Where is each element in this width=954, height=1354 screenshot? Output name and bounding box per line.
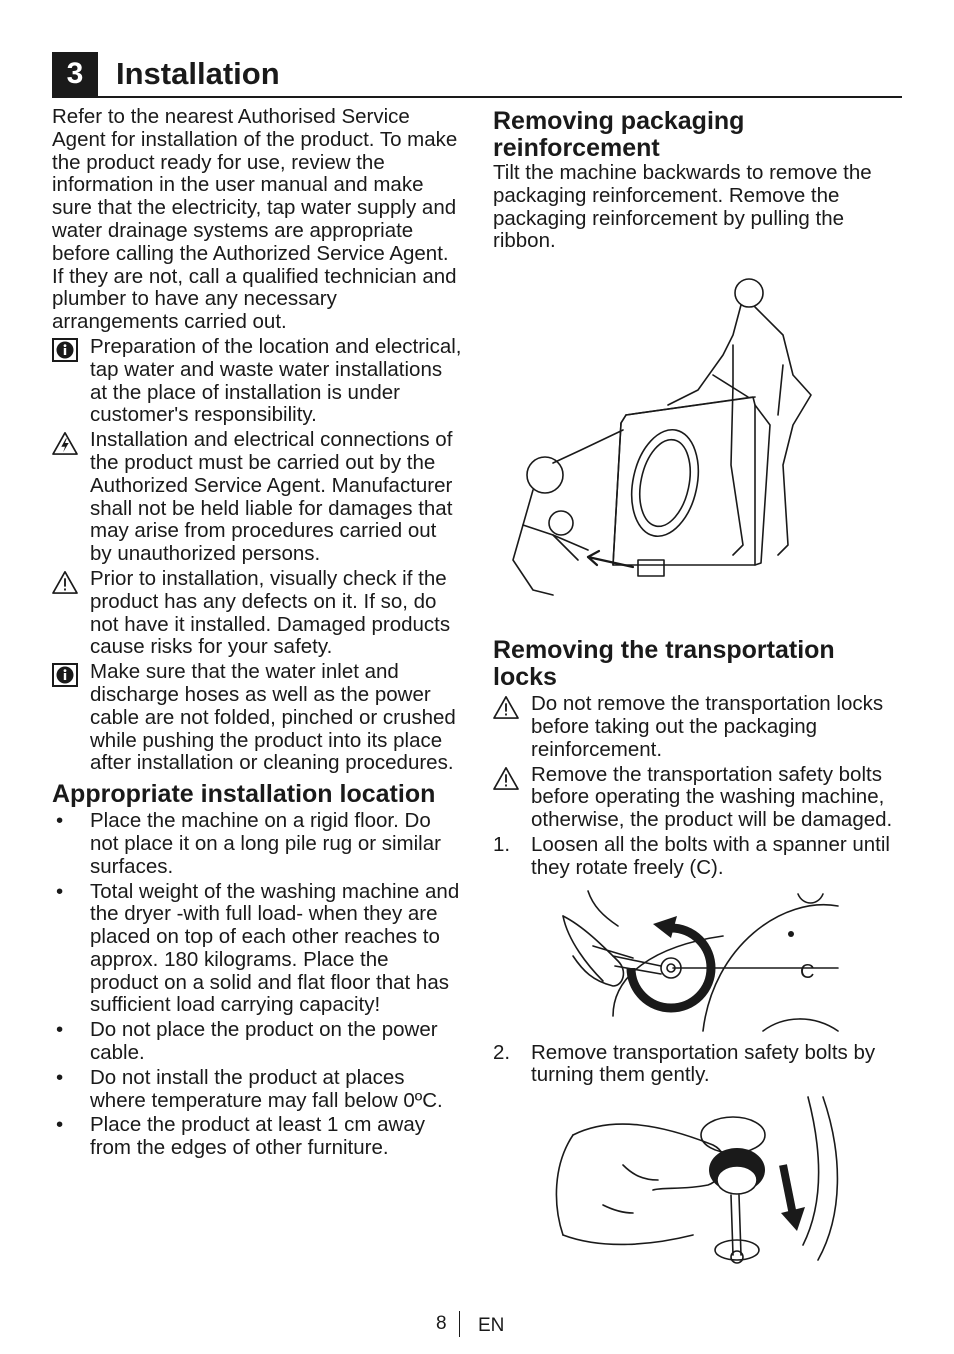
page-number: 8 [436,1313,447,1334]
left-column [52,106,462,1160]
note-authorized-agent [52,429,462,566]
info-icon [52,338,78,362]
list-item-text: Place the machine on a rigid floor. Do not place it on a long pile rug or similar surfaces. [90,809,441,878]
note-remove-bolts [493,764,905,832]
note-visual-check [52,568,462,659]
note-locks-order [493,693,905,761]
bullet-mark: • [56,1113,64,1137]
step-number: 2. [493,1040,511,1064]
note-text: Make sure that the water inlet and discharge hoses as well as the power cable are not folded, pinched or crushed while pushing the product into its place after installation or cleaning procedures. [90,660,456,775]
note-customer-responsibility [52,336,462,427]
list-item-text: Place the product at least 1 cm away from the edges of other furniture. [90,1113,426,1160]
page-title: Installation [116,56,280,91]
remove-bolts-illustration [493,1095,905,1265]
location-heading: Appropriate installation location [52,780,436,809]
warning-icon [493,695,519,719]
callout-label: C [800,960,815,983]
list-item-text: Total weight of the washing machine and the dryer -with full load- when they are placed on top of each other reaches to approx. 180 kilograms. Place the product on a solid and flat floor that has sufficient load carrying capacity! [90,879,460,1017]
list-item [52,1019,462,1065]
list-item [52,810,462,878]
bullet-mark: • [56,879,64,903]
list-item-text: Do not install the product at places where temperature may fall below 0ºC. [90,1065,443,1112]
language-code: EN [478,1315,505,1336]
intro-paragraph: Refer to the nearest Authorised Service Agent for installation of the product. To make the product ready for use, review the information in the user manual and make sure that the electricity, tap water supply and water drainage systems are appropriate before calling the Authorized Service Agent. If they are not, call a qualified technician and plumber to have any necessary arrangements carried out. [52,105,458,334]
step-item [493,1042,905,1088]
footer-divider [459,1311,460,1337]
step-number: 1. [493,832,511,856]
warning-icon [52,570,78,594]
list-item [52,881,462,1018]
right-column [493,108,905,1265]
note-text: Preparation of the location and electrical, tap water and waste water installations at the place of installation is under customer's responsibility. [90,334,462,427]
page-header [52,52,902,98]
note-hoses [52,661,462,775]
note-text: Prior to installation, visually check if the product has any defects on it. If so, do not have it installed. Damaged products cause risks for your safety. [90,566,451,659]
list-item [52,1067,462,1113]
bullet-mark: • [56,1065,64,1089]
dot-marker [788,931,794,937]
packaging-heading: Removing packaging reinforcement [493,107,745,162]
list-item [52,1114,462,1160]
packaging-removal-illustration [493,265,905,625]
note-text: Installation and electrical connections of the product must be carried out by the Authorized Service Agent. Manufacturer shall not be held liable for damages that may arise from procedures carried out by unauthorized persons. [90,428,453,566]
step-text: Loosen all the bolts with a spanner until they rotate freely (C). [531,832,890,879]
note-text: Do not remove the transportation locks before taking out the packaging reinforcement. [531,692,884,761]
list-item-text: Do not place the product on the power cable. [90,1018,438,1065]
loosen-bolts-illustration [493,886,905,1036]
chapter-number: 3 [52,52,98,96]
warning-icon [493,766,519,790]
electric-warning-icon [52,431,78,455]
step-item [493,834,905,880]
bullet-mark: • [56,809,64,833]
locks-heading: Removing the transportation locks [493,636,835,692]
packaging-paragraph: Tilt the machine backwards to remove the packaging reinforcement. Remove the packaging reinforcement by pulling the ribbon. [493,161,872,253]
header-divider [52,96,902,98]
note-text: Remove the transportation safety bolts before operating the washing machine, otherwise, the product will be damaged. [531,762,893,832]
step-text: Remove transportation safety bolts by turning them gently. [531,1040,876,1087]
info-icon [52,663,78,687]
bullet-mark: • [56,1018,64,1042]
